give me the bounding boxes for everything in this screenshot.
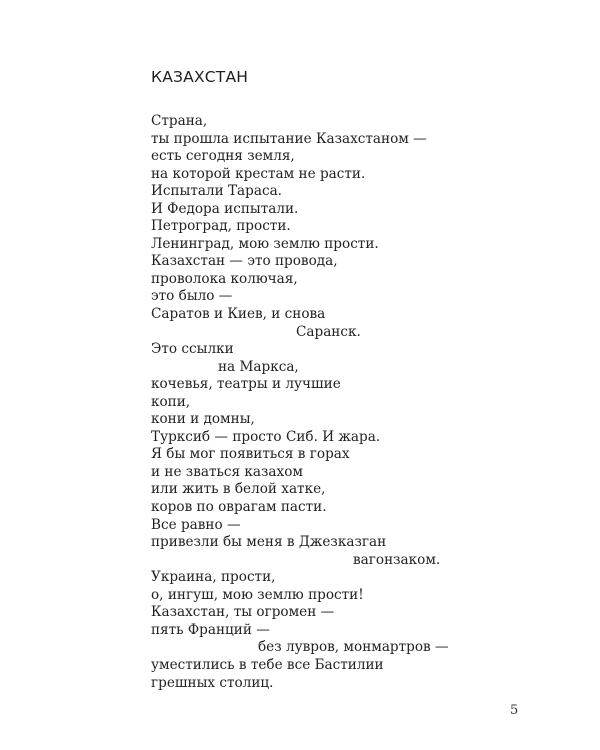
poem-line: или жить в белой хатке, <box>151 481 326 498</box>
poem-line: проволока колючая, <box>151 270 298 287</box>
poem-line: Все равно — <box>151 516 241 533</box>
poem-line: Страна, <box>151 113 208 129</box>
poem-line: Саранск. <box>296 323 361 340</box>
poem-title: КАЗАХСТАН <box>151 68 249 86</box>
poem-line: Турксиб — просто Сиб. И жара. <box>151 428 381 445</box>
poem-line: привезли бы меня в Джезказган <box>151 534 387 551</box>
poem-line: Саратов и Киев, и снова <box>151 306 326 323</box>
poem-line: вагонзаком. <box>353 551 441 568</box>
poem-line: кочевья, театры и лучшие <box>151 376 341 393</box>
poem-line: Испытали Тараса. <box>151 183 283 200</box>
poem-line: на которой крестам не расти. <box>151 165 366 182</box>
poem-line: коров по оврагам пасти. <box>151 499 327 516</box>
poem-line: на Маркса, <box>218 358 299 375</box>
poem-line: Украина, прости, <box>151 569 276 586</box>
poem-line: пять Франций — <box>151 621 270 638</box>
poem-line: без лувров, монмартров — <box>258 639 449 656</box>
poem-line: и не зваться казахом <box>151 463 303 480</box>
poem-line: Петроград, прости. <box>151 218 291 235</box>
poem-line: есть сегодня земля, <box>151 148 295 165</box>
poem-line: И Федора испытали. <box>151 200 299 217</box>
poem-line: кони и домны, <box>151 411 255 428</box>
poem-line: Я бы мог появиться в горах <box>151 446 350 463</box>
poem-line: копи, <box>151 393 191 410</box>
poem-line: Ленинград, мою землю прости. <box>151 235 379 252</box>
poem-line: ты прошла испытание Казахстаном — <box>151 130 427 147</box>
poem-line: Казахстан — это провода, <box>151 253 338 270</box>
poem-line: это было — <box>151 288 233 305</box>
poem-line: грешных столиц. <box>151 674 274 691</box>
page-number: 5 <box>510 703 519 718</box>
poem-line: Казахстан, ты огромен — <box>151 604 335 621</box>
poem-line: Это ссылки <box>151 341 234 358</box>
poem-line: уместились в тебе все Бастилии <box>151 656 384 673</box>
poem-body <box>151 113 511 692</box>
poem-line: о, ингуш, мою землю прости! <box>151 586 364 603</box>
